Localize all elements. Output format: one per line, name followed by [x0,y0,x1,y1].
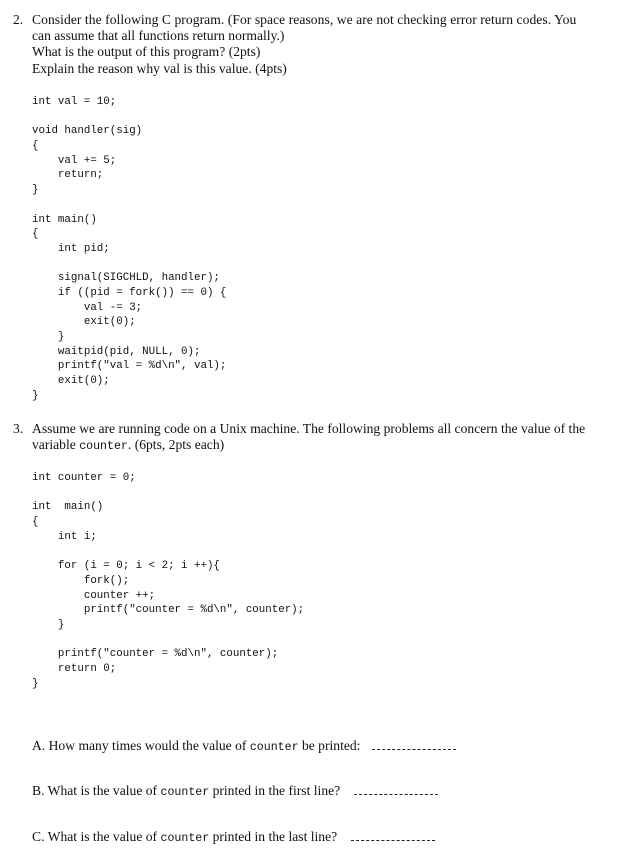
code-line: return; [32,169,104,182]
code-line: for (i = 0; i < 2; i ++){ [32,560,220,573]
code-line: int i; [32,530,97,543]
code-line: } [32,677,39,690]
code-line: if ((pid = fork()) == 0) { [32,286,227,299]
subquestion-c-pre: C. What is the value of [32,829,161,844]
code-line [32,633,304,648]
code-line: printf("val = %d\n", val); [32,360,227,373]
code-line: int counter = 0; [32,472,136,484]
code-line: printf("counter = %d\n", counter); [32,604,305,617]
code-line: int main() [32,213,97,226]
subquestion-a-pre: A. How many times would the value of [32,738,250,753]
code-line: void handler(sig) [32,125,143,138]
subquestion-a-post: be printed: [298,738,361,753]
answer-blank-b[interactable] [354,784,438,795]
code-line: return 0; [32,662,117,675]
subquestion-c-post: printed in the last line? [209,829,338,844]
subquestion-a [32,738,456,756]
code-line: signal(SIGCHLD, handler); [32,272,220,285]
answer-blank-c[interactable] [351,830,435,841]
code-line: } [32,618,65,631]
subquestion-a-code: counter [249,741,299,754]
answer-blank-a[interactable] [372,739,456,750]
code-line: printf("counter = %d\n", counter); [32,648,279,661]
question-3-line-2-post: . (6pts, 2pts each) [127,437,225,453]
question-3-line-2 [32,437,632,455]
subquestion-c [32,829,435,847]
code-line: int main() [32,501,104,514]
code-line: { [32,140,39,153]
question-2-line-1: Consider the following C program. (For space reasons, we are not checking error return codes. You [32,12,577,27]
question-2-line-4: Explain the reason why val is this value. (4pts) [32,60,287,76]
code-line: exit(0); [32,375,110,388]
question-2-number: 2. [13,12,24,27]
code-line [32,486,304,501]
code-line: fork(); [32,574,130,587]
code-line: { [32,228,39,241]
subquestion-b [32,783,438,801]
subquestion-b-pre: B. What is the value of [32,783,161,798]
code-line [32,257,226,272]
question-3-code-block [32,471,304,691]
subquestion-b-post: printed in the first line? [209,783,341,798]
code-line: val += 5; [32,154,117,167]
subquestion-b-code: counter [160,786,210,799]
code-line: val -= 3; [32,301,143,314]
question-2-text [32,12,632,77]
code-line: } [32,331,65,343]
question-3-code-term: counter [79,440,128,454]
code-line [32,198,226,213]
question-2-line-2: can assume that all functions return normally.) [32,28,285,44]
code-line [32,544,304,559]
code-line: int val = 10; [32,96,117,108]
question-2-code-block [32,95,226,403]
question-2-line-3: What is the output of this program? (2pts) [32,44,261,60]
code-line: { [32,516,39,529]
code-line [32,110,226,125]
code-line: } [32,184,39,197]
code-line: } [32,389,39,402]
question-3-number: 3. [13,421,24,436]
question-3-text [32,421,632,455]
question-3-line-2-pre: variable [32,437,80,453]
code-line: counter ++; [32,589,156,602]
code-line: exit(0); [32,316,136,329]
code-line: int pid; [32,242,110,255]
subquestion-c-code: counter [160,832,210,845]
question-3-line-1: Assume we are running code on a Unix machine. The following problems all concern the value of the [32,421,586,436]
code-line: waitpid(pid, NULL, 0); [32,345,201,358]
